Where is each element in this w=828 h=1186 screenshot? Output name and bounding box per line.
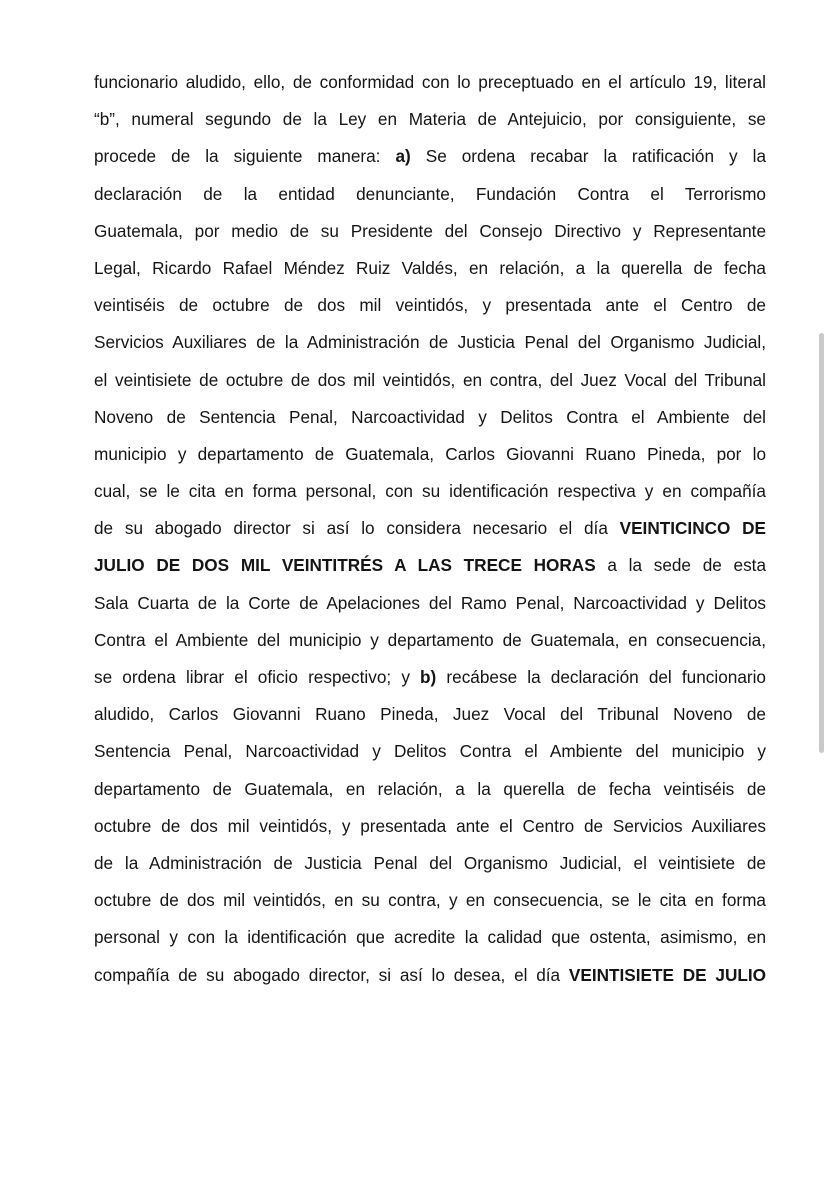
text-line: [94, 399, 766, 436]
text-segment: recábese la declaración del funcionario: [436, 667, 766, 687]
document-body-text: [94, 64, 766, 994]
text-segment: personal y con la identificación que acredite la calidad que ostenta, asimismo, en: [94, 927, 766, 948]
text-line: [94, 510, 766, 547]
text-segment: Servicios Auxiliares de la Administración de Justicia Penal del Organismo Judicial,: [94, 332, 766, 353]
text-line: [94, 808, 766, 845]
bold-text-segment: VEINTISIETE DE JULIO: [568, 964, 766, 985]
text-line: [94, 733, 766, 770]
text-segment: declaración de la entidad denunciante, Fundación Contra el Terrorismo: [94, 183, 766, 204]
text-segment: Sala Cuarta de la Corte de Apelaciones del Ramo Penal, Narcoactividad y Delitos: [94, 592, 766, 613]
text-line: [94, 436, 766, 473]
text-line: [94, 64, 766, 101]
text-segment: octubre de dos mil veintidós, en su contra, y en consecuencia, se le cita en forma: [94, 890, 766, 911]
text-segment: Se ordena recabar la ratificación y la: [410, 146, 766, 167]
bold-text-segment: a): [395, 146, 411, 167]
text-line: [94, 362, 766, 399]
text-line: [94, 882, 766, 919]
text-line: [94, 101, 766, 138]
text-segment: veintiséis de octubre de dos mil veintidós, y presentada ante el Centro de: [94, 295, 766, 316]
text-segment: de su abogado director si así lo considera necesario el día: [94, 518, 620, 539]
text-line: [94, 176, 766, 213]
text-line: [94, 138, 766, 175]
text-segment: municipio y departamento de Guatemala, Carlos Giovanni Ruano Pineda, por lo: [94, 443, 766, 464]
text-segment: funcionario aludido, ello, de conformidad con lo preceptuado en el artículo 19, literal: [94, 72, 766, 92]
text-segment: departamento de Guatemala, en relación, a la querella de fecha veintiséis de: [94, 778, 766, 799]
bold-text-segment: JULIO DE DOS MIL VEINTITRÉS A LAS TRECE HORAS: [94, 555, 596, 576]
text-segment: cual, se le cita en forma personal, con su identificación respectiva y en compañía: [94, 481, 766, 502]
text-segment: aludido, Carlos Giovanni Ruano Pineda, Juez Vocal del Tribunal Noveno de: [94, 704, 766, 725]
text-line: [94, 957, 766, 994]
text-line: [94, 250, 766, 287]
bold-text-segment: b): [420, 667, 437, 687]
text-line: [94, 287, 766, 324]
text-segment: “b”, numeral segundo de la Ley en Materia de Antejuicio, por consiguiente, se: [94, 109, 766, 130]
vertical-scrollbar[interactable]: [819, 333, 824, 753]
text-line: [94, 919, 766, 956]
text-segment: se ordena librar el oficio respectivo; y: [94, 667, 421, 687]
text-line: [94, 696, 766, 733]
text-line: [94, 473, 766, 510]
text-segment: Noveno de Sentencia Penal, Narcoactividad y Delitos Contra el Ambiente del: [94, 406, 766, 427]
text-line: [94, 771, 766, 808]
text-line: [94, 845, 766, 882]
text-line: [94, 213, 766, 250]
text-segment: el veintisiete de octubre de dos mil veintidós, en contra, del Juez Vocal del Tribunal: [94, 369, 766, 390]
text-segment: Contra el Ambiente del municipio y departamento de Guatemala, en consecuencia,: [94, 629, 766, 650]
text-segment: Legal, Ricardo Rafael Méndez Ruiz Valdés, en relación, a la querella de fecha: [94, 257, 766, 278]
text-line: [94, 659, 766, 696]
text-segment: octubre de dos mil veintidós, y presentada ante el Centro de Servicios Auxiliares: [94, 815, 766, 836]
text-line: [94, 547, 766, 584]
text-line: [94, 622, 766, 659]
text-line: [94, 585, 766, 622]
text-line: [94, 324, 766, 361]
text-segment: de la Administración de Justicia Penal del Organismo Judicial, el veintisiete de: [94, 852, 766, 873]
text-segment: a la sede de esta: [595, 555, 766, 576]
text-segment: compañía de su abogado director, si así lo desea, el día: [94, 964, 569, 985]
text-segment: Guatemala, por medio de su Presidente del Consejo Directivo y Representante: [94, 220, 766, 241]
text-segment: Sentencia Penal, Narcoactividad y Delitos Contra el Ambiente del municipio y: [94, 741, 766, 762]
bold-text-segment: VEINTICINCO DE: [619, 518, 766, 539]
text-segment: procede de la siguiente manera:: [94, 146, 396, 167]
